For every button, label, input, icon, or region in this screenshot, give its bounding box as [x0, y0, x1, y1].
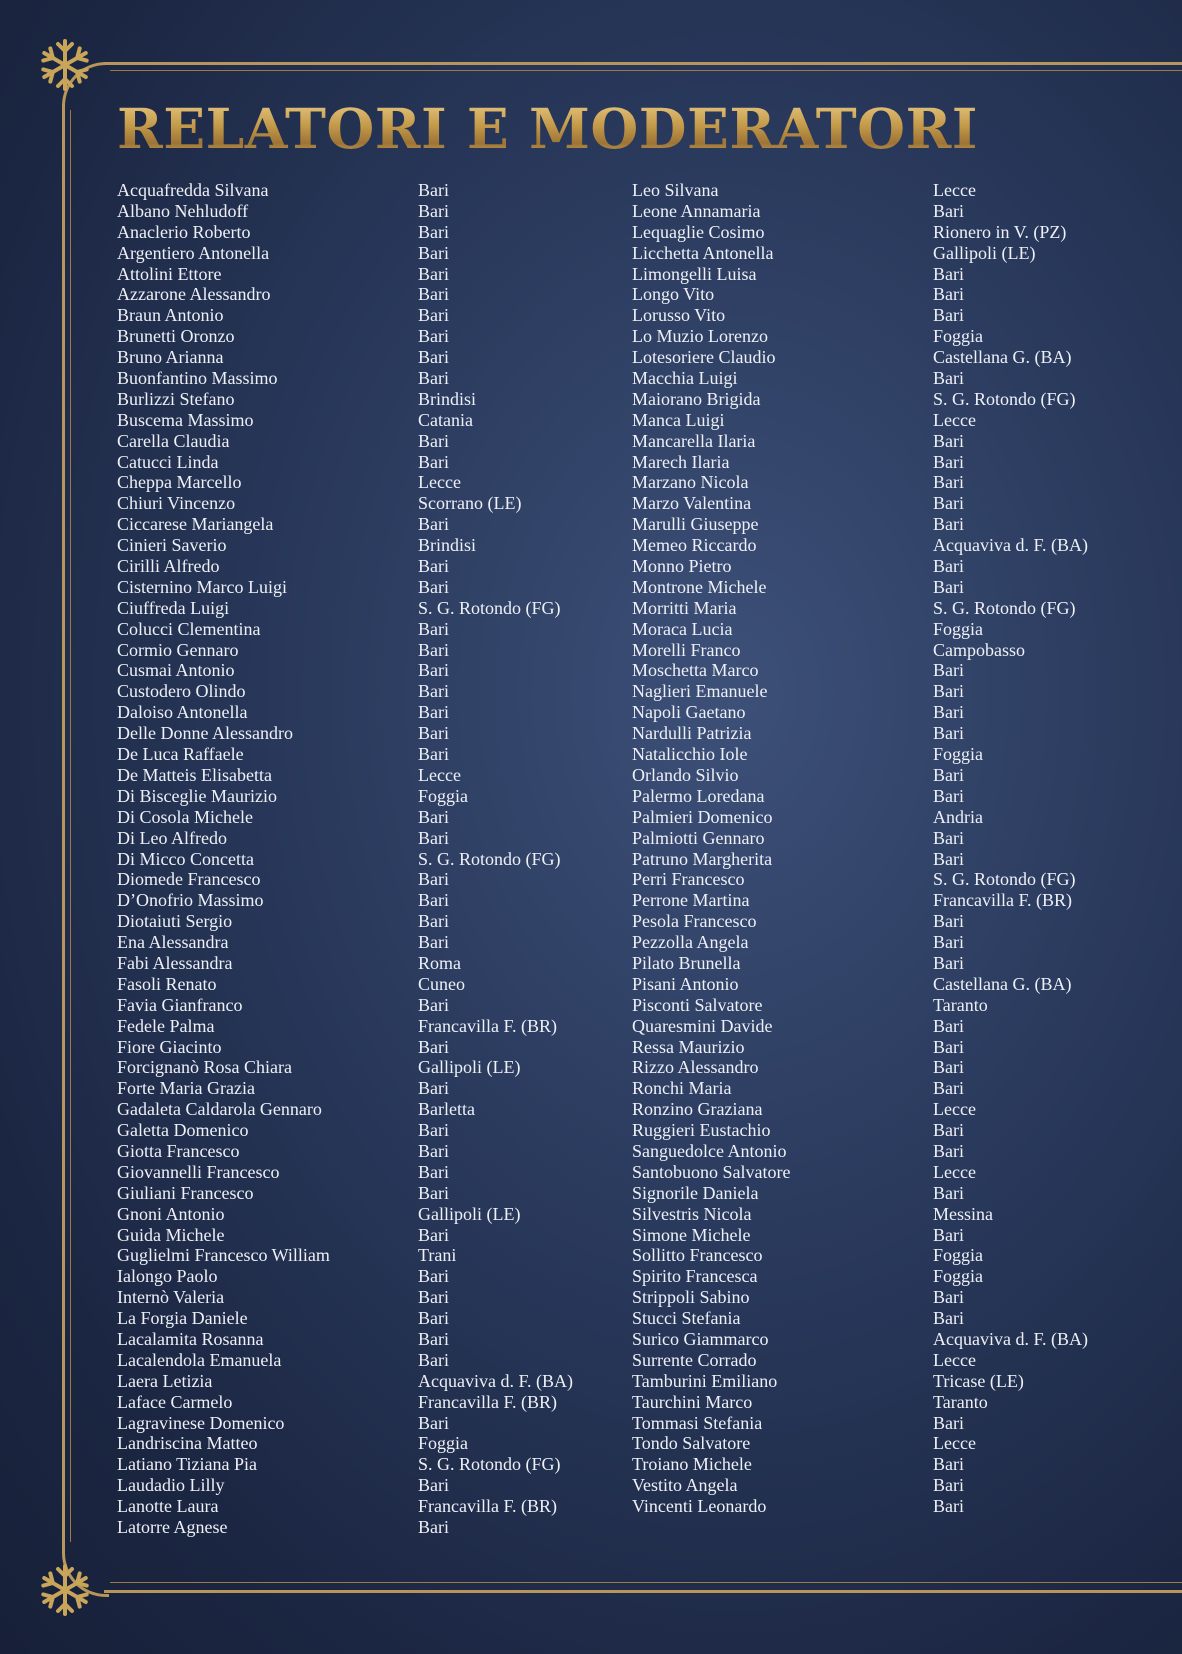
speaker-name: Patruno Margherita: [632, 848, 773, 869]
speaker-name: Latorre Agnese: [117, 1517, 228, 1537]
speaker-name: Limongelli Luisa: [632, 263, 757, 284]
speaker-city: Bari: [418, 1412, 449, 1433]
speaker-name: Stucci Stefania: [632, 1308, 741, 1329]
speaker-name: Forte Maria Grazia: [117, 1078, 255, 1099]
speaker-city: Bari: [418, 347, 449, 368]
speaker-city: Bari: [933, 911, 964, 932]
speaker-city: Bari: [933, 1496, 964, 1517]
speaker-city: Bari: [418, 451, 449, 472]
speaker-name: Fiore Giacinto: [117, 1036, 222, 1057]
speaker-city: Andria: [933, 806, 983, 827]
speaker-name: Anaclerio Roberto: [117, 221, 251, 242]
speaker-name: Memeo Riccardo: [632, 535, 757, 556]
speaker-city: Bari: [933, 556, 964, 577]
speaker-name: Naglieri Emanuele: [632, 681, 768, 702]
speaker-city: Bari: [933, 785, 964, 806]
speaker-city: Bari: [418, 702, 449, 723]
speaker-city: Francavilla F. (BR): [418, 1015, 558, 1036]
speaker-city: Acquaviva d. F. (BA): [933, 1328, 1089, 1349]
speaker-city: Gallipoli (LE): [418, 1203, 521, 1224]
speaker-name: Quaresmini Davide: [632, 1015, 773, 1036]
speaker-name: Di Micco Concetta: [117, 848, 254, 869]
speaker-city: Bari: [933, 1308, 964, 1329]
speaker-city: Cuneo: [418, 973, 465, 994]
speaker-name: Cheppa Marcello: [117, 472, 242, 493]
speaker-name: Laera Letizia: [117, 1370, 213, 1391]
speaker-city: S. G. Rotondo (FG): [933, 869, 1076, 890]
speaker-name: Fasoli Renato: [117, 973, 217, 994]
speaker-name: Ena Alessandra: [117, 932, 229, 953]
speaker-name: Spirito Francesca: [632, 1266, 758, 1287]
speaker-name: Attolini Ettore: [117, 263, 222, 284]
speaker-name: Lo Muzio Lorenzo: [632, 326, 768, 347]
speaker-city: Bari: [418, 263, 449, 284]
speaker-name: Macchia Luigi: [632, 368, 738, 389]
speaker-name: Troiano Michele: [632, 1454, 752, 1475]
speaker-name: Silvestris Nicola: [632, 1203, 752, 1224]
speaker-name: Ronzino Graziana: [632, 1099, 763, 1120]
speaker-name: Lagravinese Domenico: [117, 1412, 285, 1433]
speaker-city: Foggia: [933, 1245, 984, 1266]
speaker-name: Fabi Alessandra: [117, 952, 233, 973]
speaker-name: Galetta Domenico: [117, 1120, 249, 1141]
speaker-name: Guida Michele: [117, 1224, 225, 1245]
speaker-name: Surico Giammarco: [632, 1328, 769, 1349]
speaker-city: Lecce: [933, 1161, 976, 1182]
speaker-name: Signorile Daniela: [632, 1182, 759, 1203]
speaker-city: Bari: [933, 932, 964, 953]
speaker-city: Bari: [933, 952, 964, 973]
speaker-name: Longo Vito: [632, 284, 715, 305]
speaker-name: Carella Claudia: [117, 430, 230, 451]
speaker-city: Rionero in V. (PZ): [933, 221, 1067, 242]
speaker-name: Vestito Angela: [632, 1475, 738, 1496]
speaker-city: Scorrano (LE): [418, 493, 522, 514]
speaker-name: Acquafredda Silvana: [117, 180, 269, 200]
speaker-city: Tricase (LE): [933, 1370, 1024, 1391]
speaker-city: Castellana G. (BA): [933, 347, 1072, 368]
frame-inner-left-line: [70, 110, 71, 1542]
speaker-city: Bari: [933, 764, 964, 785]
speaker-city: Bari: [418, 1308, 449, 1329]
speaker-city: Foggia: [933, 326, 984, 347]
speaker-city: Bari: [933, 1015, 964, 1036]
speaker-city: Bari: [418, 284, 449, 305]
speaker-city: S. G. Rotondo (FG): [418, 848, 561, 869]
speaker-city: Bari: [933, 660, 964, 681]
speaker-city: Bari: [933, 514, 964, 535]
frame-top-line: [104, 62, 1182, 65]
speaker-name: Ruggieri Eustachio: [632, 1120, 771, 1141]
speaker-name: Natalicchio Iole: [632, 744, 748, 765]
speaker-city: S. G. Rotondo (FG): [418, 1454, 561, 1475]
speaker-city: Bari: [933, 1120, 964, 1141]
speaker-city: Bari: [418, 1140, 449, 1161]
speaker-name: Sollitto Francesco: [632, 1245, 763, 1266]
speaker-name: Marzo Valentina: [632, 493, 752, 514]
speaker-city: Bari: [418, 556, 449, 577]
speaker-city: Barletta: [418, 1099, 475, 1120]
speaker-city: Bari: [418, 618, 449, 639]
speaker-city: Bari: [933, 702, 964, 723]
speaker-name: Nardulli Patrizia: [632, 723, 752, 744]
speaker-name: Laface Carmelo: [117, 1391, 233, 1412]
speaker-city: Bari: [418, 180, 449, 200]
speaker-city: Foggia: [418, 1433, 469, 1454]
speaker-city: Bari: [418, 1517, 449, 1537]
speaker-city: Lecce: [933, 180, 976, 200]
speaker-city: Bari: [418, 326, 449, 347]
speaker-city: Bari: [933, 681, 964, 702]
speaker-name: Lequaglie Cosimo: [632, 221, 765, 242]
speaker-city: Bari: [933, 430, 964, 451]
speaker-name: Pilato Brunella: [632, 952, 741, 973]
speaker-city: Bari: [933, 1475, 964, 1496]
speaker-city: Bari: [418, 911, 449, 932]
speaker-name: Santobuono Salvatore: [632, 1161, 791, 1182]
speaker-city: Bari: [933, 1182, 964, 1203]
speaker-city: Bari: [933, 368, 964, 389]
speaker-name: Tommasi Stefania: [632, 1412, 763, 1433]
speaker-city: Francavilla F. (BR): [418, 1391, 558, 1412]
speaker-name: Ciuffreda Luigi: [117, 597, 230, 618]
speaker-name: Fedele Palma: [117, 1015, 215, 1036]
speaker-city: Lecce: [933, 1349, 976, 1370]
speaker-name: Azzarone Alessandro: [117, 284, 271, 305]
speaker-city: Bari: [418, 1120, 449, 1141]
speaker-name: Albano Nehludoff: [117, 200, 249, 221]
speaker-names-left: [117, 180, 330, 1538]
speaker-city: Bari: [418, 430, 449, 451]
snowflake-icon: [35, 35, 95, 95]
speaker-name: Giuliani Francesco: [117, 1182, 254, 1203]
speaker-city: Bari: [933, 200, 964, 221]
speaker-name: Simone Michele: [632, 1224, 751, 1245]
speaker-name: Daloiso Antonella: [117, 702, 248, 723]
speaker-name: Internò Valeria: [117, 1287, 225, 1308]
speaker-names-right: [632, 180, 790, 1517]
speaker-name: Cirilli Alfredo: [117, 556, 220, 577]
speaker-city: Bari: [418, 514, 449, 535]
speaker-name: Giovannelli Francesco: [117, 1161, 280, 1182]
speaker-name: Morelli Franco: [632, 639, 741, 660]
speaker-city: Bari: [933, 723, 964, 744]
speaker-name: Chiuri Vincenzo: [117, 493, 236, 514]
speaker-name: Argentiero Antonella: [117, 242, 270, 263]
speaker-name: Vincenti Leonardo: [632, 1496, 767, 1517]
speaker-name: Montrone Michele: [632, 576, 767, 597]
speaker-city: Bari: [933, 1057, 964, 1078]
speaker-city: Bari: [418, 932, 449, 953]
speaker-name: La Forgia Daniele: [117, 1308, 248, 1329]
speaker-name: Lotesoriere Claudio: [632, 347, 776, 368]
speaker-city: Taranto: [933, 994, 988, 1015]
speaker-city: Bari: [418, 1349, 449, 1370]
speaker-city: Bari: [933, 305, 964, 326]
speaker-name: Moraca Lucia: [632, 618, 733, 639]
speaker-name: Pesola Francesco: [632, 911, 757, 932]
speaker-name: Latiano Tiziana Pia: [117, 1454, 257, 1475]
speaker-city: Bari: [933, 1140, 964, 1161]
speaker-name: Cinieri Saverio: [117, 535, 227, 556]
speaker-city: Bari: [933, 263, 964, 284]
speaker-name: Perrone Martina: [632, 890, 750, 911]
speaker-name: Buonfantino Massimo: [117, 368, 278, 389]
frame-bottom-line: [104, 1590, 1182, 1593]
snowflake-icon: [35, 1560, 95, 1620]
speaker-name: Palermo Loredana: [632, 785, 765, 806]
speaker-name: Rizzo Alessandro: [632, 1057, 759, 1078]
speaker-name: Marzano Nicola: [632, 472, 749, 493]
speaker-name: Di Cosola Michele: [117, 806, 253, 827]
speaker-name: Favia Gianfranco: [117, 994, 243, 1015]
speaker-city: Lecce: [933, 409, 976, 430]
speaker-city: Bari: [933, 1287, 964, 1308]
speaker-name: Pisconti Salvatore: [632, 994, 763, 1015]
speaker-city: S. G. Rotondo (FG): [933, 597, 1076, 618]
speaker-name: Cusmai Antonio: [117, 660, 235, 681]
speaker-city: Brindisi: [418, 388, 477, 409]
speaker-name: Braun Antonio: [117, 305, 224, 326]
speaker-name: Burlizzi Stefano: [117, 388, 235, 409]
speaker-city: Bari: [933, 1078, 964, 1099]
speaker-city: Bari: [933, 576, 964, 597]
speaker-name: Orlando Silvio: [632, 764, 739, 785]
speaker-city: Foggia: [933, 744, 984, 765]
speaker-city: Bari: [933, 848, 964, 869]
speaker-city: Castellana G. (BA): [933, 973, 1072, 994]
speaker-name: Sanguedolce Antonio: [632, 1140, 787, 1161]
speaker-city: Lecce: [418, 472, 461, 493]
speaker-name: Napoli Gaetano: [632, 702, 746, 723]
speaker-name: Gnoni Antonio: [117, 1203, 225, 1224]
speaker-name: Leo Silvana: [632, 180, 719, 200]
speaker-name: Ressa Maurizio: [632, 1036, 745, 1057]
speaker-name: Custodero Olindo: [117, 681, 246, 702]
speaker-name: Guglielmi Francesco William: [117, 1245, 330, 1266]
speaker-name: Landriscina Matteo: [117, 1433, 258, 1454]
speaker-name: De Matteis Elisabetta: [117, 764, 272, 785]
speaker-city: Francavilla F. (BR): [933, 890, 1073, 911]
speaker-cities-left: [418, 180, 573, 1538]
speaker-city: Bari: [418, 639, 449, 660]
speaker-city: Roma: [418, 952, 461, 973]
speaker-city: Catania: [418, 409, 473, 430]
speaker-name: Ialongo Paolo: [117, 1266, 218, 1287]
speaker-city: Bari: [418, 1078, 449, 1099]
speaker-city: Bari: [418, 1287, 449, 1308]
speaker-city: Bari: [418, 1182, 449, 1203]
speaker-name: Licchetta Antonella: [632, 242, 774, 263]
speaker-name: Marulli Giuseppe: [632, 514, 759, 535]
speaker-name: Gadaleta Caldarola Gennaro: [117, 1099, 322, 1120]
speaker-city: Bari: [418, 221, 449, 242]
speaker-city: Acquaviva d. F. (BA): [418, 1370, 574, 1391]
speaker-city: Bari: [418, 1266, 449, 1287]
speaker-name: Buscema Massimo: [117, 409, 254, 430]
speaker-name: Forcignanò Rosa Chiara: [117, 1057, 292, 1078]
page-title: RELATORI E MODERATORI: [117, 94, 978, 164]
speaker-city: Foggia: [418, 785, 469, 806]
frame-inner-top-line: [110, 70, 1182, 71]
speaker-name: Diomede Francesco: [117, 869, 261, 890]
speaker-city: Bari: [418, 1161, 449, 1182]
speaker-name: Moschetta Marco: [632, 660, 759, 681]
speaker-name: Morritti Maria: [632, 597, 737, 618]
speaker-name: De Luca Raffaele: [117, 744, 244, 765]
speaker-city: Bari: [418, 806, 449, 827]
speaker-city: Bari: [418, 660, 449, 681]
speaker-city: Bari: [418, 305, 449, 326]
speaker-city: Bari: [418, 890, 449, 911]
speaker-city: Trani: [418, 1245, 457, 1266]
speaker-city: Campobasso: [933, 639, 1025, 660]
speaker-city: Bari: [933, 827, 964, 848]
speaker-name: Leone Annamaria: [632, 200, 761, 221]
speaker-city: Lecce: [933, 1433, 976, 1454]
speaker-city: Gallipoli (LE): [933, 242, 1036, 263]
speaker-city: Bari: [418, 723, 449, 744]
speaker-city: Messina: [933, 1203, 993, 1224]
speaker-city: Acquaviva d. F. (BA): [933, 535, 1089, 556]
speaker-city: Foggia: [933, 1266, 984, 1287]
speaker-name: Delle Donne Alessandro: [117, 723, 293, 744]
speaker-city: Lecce: [418, 764, 461, 785]
speaker-city: Bari: [418, 200, 449, 221]
speaker-city: Foggia: [933, 618, 984, 639]
speaker-city: Bari: [418, 242, 449, 263]
speaker-city: Bari: [418, 994, 449, 1015]
speaker-name: Di Bisceglie Maurizio: [117, 785, 277, 806]
speaker-name: Strippoli Sabino: [632, 1287, 750, 1308]
speaker-city: Bari: [933, 1036, 964, 1057]
speaker-name: Cisternino Marco Luigi: [117, 576, 287, 597]
speaker-name: Mancarella Ilaria: [632, 430, 756, 451]
speaker-city: Taranto: [933, 1391, 988, 1412]
speaker-city: Bari: [418, 1475, 449, 1496]
speaker-city: Bari: [933, 472, 964, 493]
speaker-name: Surrente Corrado: [632, 1349, 757, 1370]
speaker-name: Colucci Clementina: [117, 618, 261, 639]
speaker-name: Lanotte Laura: [117, 1496, 219, 1517]
speaker-city: Bari: [418, 869, 449, 890]
speaker-city: Gallipoli (LE): [418, 1057, 521, 1078]
speaker-name: Diotaiuti Sergio: [117, 911, 233, 932]
speaker-city: Bari: [418, 1224, 449, 1245]
speaker-name: Ronchi Maria: [632, 1078, 732, 1099]
speaker-name: Tamburini Emiliano: [632, 1370, 778, 1391]
speaker-name: Pezzolla Angela: [632, 932, 749, 953]
speaker-name: Bruno Arianna: [117, 347, 224, 368]
frame-inner-bottom-line: [110, 1582, 1182, 1583]
speaker-name: Tondo Salvatore: [632, 1433, 751, 1454]
speaker-city: S. G. Rotondo (FG): [933, 388, 1076, 409]
speaker-city: Brindisi: [418, 535, 477, 556]
speaker-city: Bari: [933, 1224, 964, 1245]
speaker-city: Bari: [418, 1328, 449, 1349]
speaker-name: Lacalendola Emanuela: [117, 1349, 282, 1370]
speaker-name: Catucci Linda: [117, 451, 219, 472]
speaker-city: Bari: [418, 1036, 449, 1057]
speaker-city: Bari: [933, 493, 964, 514]
speaker-name: Lacalamita Rosanna: [117, 1328, 264, 1349]
speaker-city: Bari: [418, 368, 449, 389]
speaker-name: Taurchini Marco: [632, 1391, 753, 1412]
speaker-city: Bari: [418, 681, 449, 702]
speaker-name: Perri Francesco: [632, 869, 745, 890]
frame-left-line: [62, 104, 65, 1550]
speaker-city: Lecce: [933, 1099, 976, 1120]
speaker-name: Marech Ilaria: [632, 451, 730, 472]
speaker-city: Bari: [933, 284, 964, 305]
speaker-name: Brunetti Oronzo: [117, 326, 235, 347]
speaker-name: Cormio Gennaro: [117, 639, 239, 660]
speaker-city: Francavilla F. (BR): [418, 1496, 558, 1517]
speaker-name: Pisani Antonio: [632, 973, 739, 994]
speaker-name: Palmiotti Gennaro: [632, 827, 765, 848]
speaker-city: Bari: [418, 576, 449, 597]
speaker-name: D’Onofrio Massimo: [117, 890, 264, 911]
speaker-city: Bari: [418, 744, 449, 765]
speaker-name: Lorusso Vito: [632, 305, 726, 326]
speaker-city: Bari: [933, 1454, 964, 1475]
speaker-name: Di Leo Alfredo: [117, 827, 227, 848]
speaker-name: Laudadio Lilly: [117, 1475, 225, 1496]
speaker-name: Manca Luigi: [632, 409, 725, 430]
speaker-city: Bari: [933, 451, 964, 472]
speaker-name: Giotta Francesco: [117, 1140, 240, 1161]
speaker-city: Bari: [933, 1412, 964, 1433]
speaker-name: Palmieri Domenico: [632, 806, 773, 827]
speaker-name: Monno Pietro: [632, 556, 732, 577]
speaker-city: Bari: [418, 827, 449, 848]
speaker-cities-right: [933, 180, 1088, 1517]
speaker-name: Maiorano Brigida: [632, 388, 761, 409]
speaker-name: Ciccarese Mariangela: [117, 514, 274, 535]
speaker-city: S. G. Rotondo (FG): [418, 597, 561, 618]
